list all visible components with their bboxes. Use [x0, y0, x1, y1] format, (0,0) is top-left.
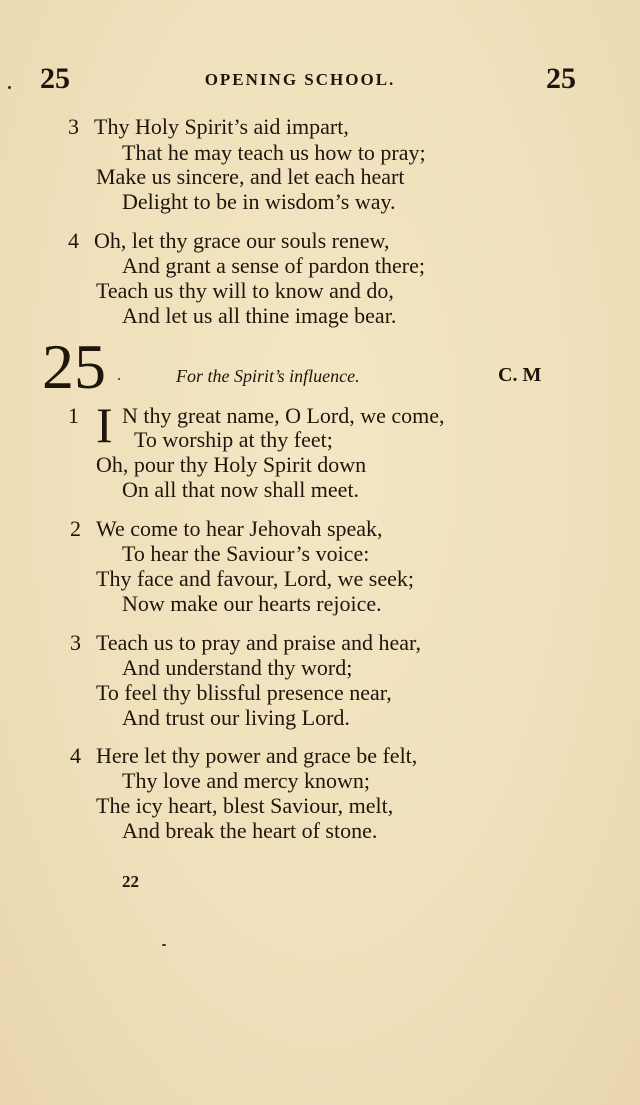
verse-number: 3 — [70, 630, 81, 655]
verse-line: To hear the Saviour’s voice: — [122, 541, 370, 566]
verse-line: On all that now shall meet. — [122, 477, 360, 502]
verse-line: And let us all thine image bear. — [122, 303, 397, 328]
verse-line: Make us sincere, and let each heart — [96, 164, 405, 189]
verse-line: Thy face and favour, Lord, we seek; — [96, 566, 414, 591]
verse-number: 4 — [70, 743, 81, 768]
hymn-meter: C. M — [498, 364, 542, 386]
verse-line: Now make our hearts rejoice. — [122, 591, 382, 616]
verse-line: And trust our living Lord. — [122, 705, 350, 730]
paper-speck — [162, 944, 166, 946]
signature-mark: 22 — [122, 872, 139, 891]
verse-line: Oh, let thy grace our souls renew, — [94, 228, 390, 253]
hymn-number: 25 — [42, 331, 106, 402]
verse-line: Oh, pour thy Holy Spirit down — [96, 452, 367, 477]
verse-line: That he may teach us how to pray; — [122, 140, 426, 165]
verse-line: We come to hear Jehovah speak, — [96, 516, 383, 541]
paper-speck — [8, 86, 11, 89]
verse-line: The icy heart, blest Saviour, melt, — [96, 793, 394, 818]
hymn-subtitle: For the Spirit’s influence. — [176, 366, 360, 386]
verse-number: 4 — [68, 228, 79, 253]
paper-speck — [118, 378, 120, 380]
verse-line: And grant a sense of pardon there; — [122, 253, 426, 278]
verse-line: And break the heart of stone. — [122, 818, 378, 843]
verse-line: And understand thy word; — [122, 655, 353, 680]
verse-line: Delight to be in wisdom’s way. — [122, 189, 396, 214]
verse-line: Teach us to pray and praise and hear, — [96, 630, 421, 655]
header-left-page-number: 25 — [40, 62, 70, 95]
drop-cap: I — [96, 397, 113, 453]
verse-number: 2 — [70, 516, 81, 541]
verse-line: To feel thy blissful presence near, — [96, 680, 392, 705]
verse-line: Thy love and mercy known; — [122, 768, 371, 793]
verse-line: N thy great name, O Lord, we come, — [122, 403, 445, 428]
verse-line: Thy Holy Spirit’s aid impart, — [94, 114, 349, 139]
verse-number: 3 — [68, 114, 79, 139]
verse-number: 1 — [68, 403, 79, 428]
header-right-page-number: 25 — [546, 62, 576, 95]
header-title: OPENING SCHOOL. — [204, 70, 396, 89]
verse-line: To worship at thy feet; — [134, 427, 333, 452]
running-header — [40, 62, 576, 98]
verse-line: Teach us thy will to know and do, — [96, 278, 394, 303]
verse-line: Here let thy power and grace be felt, — [96, 743, 418, 768]
